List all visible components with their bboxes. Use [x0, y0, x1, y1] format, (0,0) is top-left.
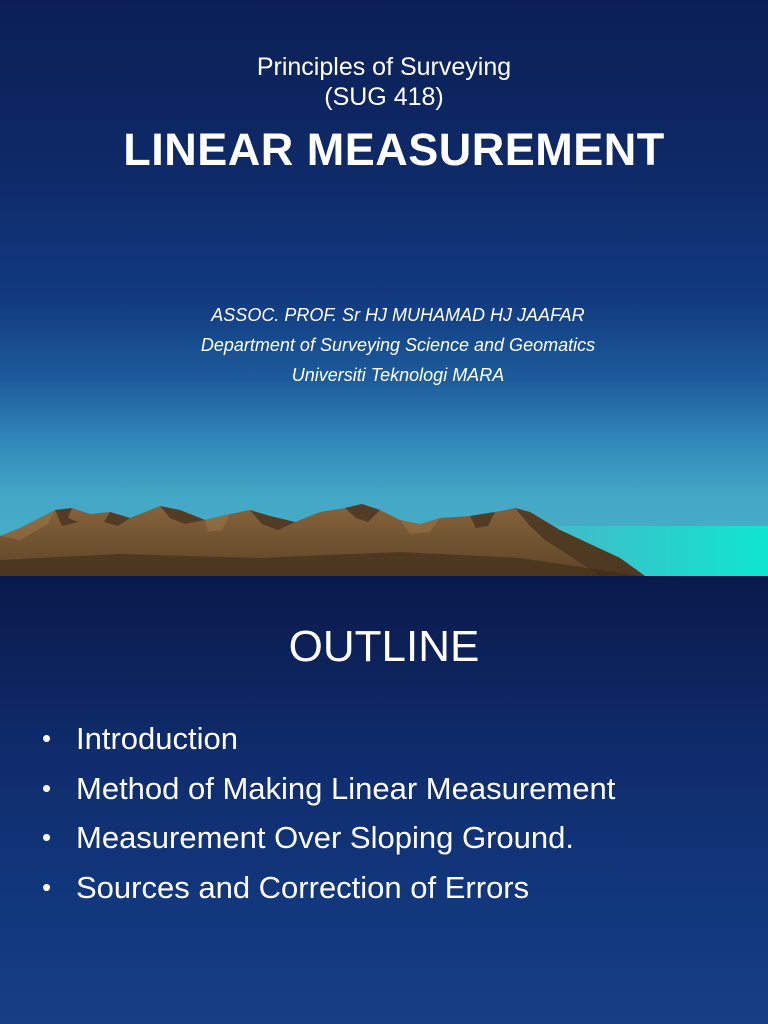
course-name: Principles of Surveying [256, 53, 512, 81]
course-code: (SUG 418) [324, 83, 444, 111]
bullet-icon: • [42, 772, 52, 803]
list-item [42, 813, 615, 863]
university-name: Universiti Teknologi MARA [291, 365, 505, 385]
list-item [42, 863, 615, 913]
outline-list [42, 714, 615, 912]
author-block [0, 300, 768, 390]
list-item-text: Sources and Correction of Errors [76, 869, 530, 905]
department-name: Department of Surveying Science and Geomatics [200, 335, 596, 355]
outline-title: OUTLINE [288, 622, 480, 671]
slide-title: LINEAR MEASUREMENT [123, 124, 665, 175]
list-item-text: Method of Making Linear Measurement [76, 770, 616, 806]
list-item-text: Introduction [76, 721, 238, 756]
mountain-landscape-illustration [0, 500, 768, 576]
bullet-icon: • [42, 822, 52, 852]
course-heading [0, 52, 768, 112]
outline-slide [0, 578, 768, 1024]
bullet-icon: • [42, 871, 52, 902]
bullet-icon: • [42, 723, 52, 753]
list-item [42, 764, 615, 814]
author-name: ASSOC. PROF. Sr HJ MUHAMAD HJ JAAFAR [211, 305, 585, 325]
list-item-text: Measurement Over Sloping Ground. [76, 820, 574, 855]
list-item [42, 714, 615, 764]
